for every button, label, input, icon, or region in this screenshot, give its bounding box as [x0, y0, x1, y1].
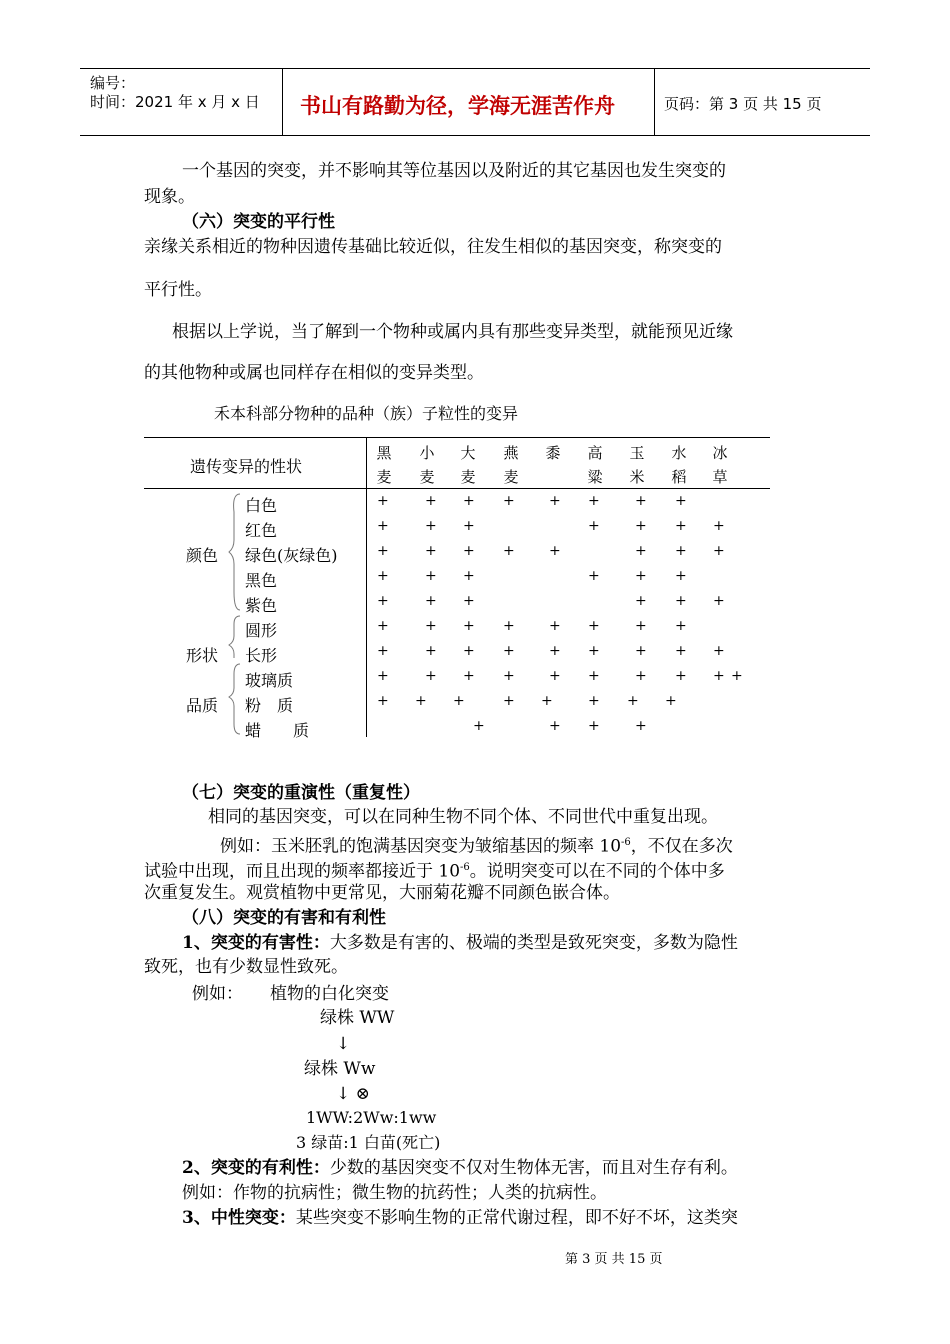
plus-mark: + — [549, 618, 561, 634]
table-row-label: 紫色 — [245, 596, 278, 615]
plus-mark: + — [635, 568, 647, 584]
species-header-char: 冰 — [712, 444, 728, 462]
species-header-char: 小 — [419, 444, 435, 462]
plus-mark: + — [425, 618, 437, 634]
group-label-color: 颜色 — [186, 546, 219, 565]
plus-mark: + — [588, 643, 600, 659]
plus-mark: + — [473, 718, 485, 734]
cross-line: 绿株 WW — [320, 1008, 395, 1028]
section-heading-7: （七）突变的重演性（重复性） — [182, 783, 420, 803]
group-brackets — [228, 492, 242, 737]
paragraph-line: 的其他物种或属也同样存在相似的变异类型。 — [144, 363, 484, 383]
cross-line: 1WW:2Ww:1ww — [306, 1108, 437, 1127]
plus-mark: + — [675, 493, 687, 509]
species-header-char: 黑 — [376, 444, 392, 462]
table-row-label: 蜡 质 — [245, 721, 310, 740]
plus-mark: + — [377, 668, 389, 684]
page-footer: 第 3 页 共 15 页 — [565, 1252, 663, 1267]
motto: 书山有路勤为径，学海无涯苦作舟 — [300, 94, 615, 118]
plus-mark: + — [675, 668, 687, 684]
plus-mark: + — [635, 643, 647, 659]
table-row-label: 白色 — [245, 496, 278, 515]
species-header-char: 黍 — [545, 444, 561, 462]
plus-mark: + — [463, 643, 475, 659]
plus-mark: + — [463, 493, 475, 509]
plus-mark: + — [665, 693, 677, 709]
species-header-char: 草 — [712, 468, 728, 486]
paragraph-line: 3、中性突变：某些突变不影响生物的正常代谢过程，即不好不坏，这类突 — [182, 1208, 738, 1228]
plus-mark: + — [463, 618, 475, 634]
plus-mark: + — [588, 493, 600, 509]
plus-mark: + — [453, 693, 465, 709]
plus-mark: + — [463, 518, 475, 534]
group-label-quality: 品质 — [186, 696, 219, 715]
plus-mark: + — [588, 518, 600, 534]
section-heading-6: （六）突变的平行性 — [182, 212, 335, 232]
plus-mark: + — [541, 693, 553, 709]
plus-mark: + — [425, 568, 437, 584]
plus-mark: + — [675, 593, 687, 609]
species-header-char: 麦 — [419, 468, 435, 486]
plus-mark: + — [635, 618, 647, 634]
plus-mark: + — [377, 493, 389, 509]
table-header-label: 遗传变异的性状 — [190, 457, 303, 476]
species-header-char: 麦 — [376, 468, 392, 486]
species-header-char: 水 — [671, 444, 687, 462]
plus-mark: + — [635, 668, 647, 684]
species-header-char: 燕 — [503, 444, 519, 462]
plus-mark: + — [675, 568, 687, 584]
paragraph-line: 根据以上学说，当了解到一个物种或属内具有那些变异类型，就能预见近缘 — [172, 322, 733, 342]
plus-mark: + — [377, 593, 389, 609]
table-row-label: 黑色 — [245, 571, 278, 590]
plus-mark: + — [549, 643, 561, 659]
plus-mark: + — [713, 643, 725, 659]
plus-mark: + — [675, 643, 687, 659]
paragraph-line: 现象。 — [144, 187, 195, 207]
plus-mark: + — [588, 568, 600, 584]
date-label: 时间：2021 年 x 月 x 日 — [90, 93, 260, 111]
plus-mark: + — [377, 518, 389, 534]
plus-mark: + — [675, 543, 687, 559]
plus-mark: + — [549, 543, 561, 559]
plus-mark: + — [713, 668, 725, 684]
table-row-label: 圆形 — [245, 621, 278, 640]
group-label-shape: 形状 — [186, 646, 219, 665]
plus-mark: + — [588, 718, 600, 734]
plus-mark: + — [635, 718, 647, 734]
plus-mark: + — [635, 593, 647, 609]
plus-mark: + — [503, 543, 515, 559]
plus-mark: + — [503, 618, 515, 634]
paragraph-line: 例如：作物的抗病性；微生物的抗药性；人类的抗病性。 — [182, 1183, 607, 1203]
paragraph-line: 亲缘关系相近的物种因遗传基础比较近似，往发生相似的基因突变，称突变的 — [144, 237, 722, 257]
species-header-char: 稻 — [671, 468, 687, 486]
paragraph-line: 1、突变的有害性：大多数是有害的、极端的类型是致死突变，多数为隐性 — [182, 933, 738, 953]
table-row-label: 红色 — [245, 521, 278, 540]
species-header-char: 玉 — [629, 444, 645, 462]
table-title: 禾本科部分物种的品种（族）子粒性的变异 — [214, 404, 519, 423]
plus-mark: + — [377, 693, 389, 709]
plus-mark: + — [425, 493, 437, 509]
paragraph-line: 相同的基因突变，可以在同种生物不同个体、不同世代中重复出现。 — [208, 807, 718, 827]
plus-mark: + — [463, 543, 475, 559]
plus-mark: + — [503, 668, 515, 684]
section-heading-8: （八）突变的有害和有利性 — [182, 908, 386, 928]
plus-mark: + — [731, 668, 743, 684]
plus-mark: + — [635, 543, 647, 559]
arrow-down-icon: ↓ — [336, 1034, 351, 1054]
species-header-char: 大 — [460, 444, 476, 462]
paragraph-line: 例如：玉米胚乳的饱满基因突变为皱缩基因的频率 $10^{-6}$，不仅在多次 — [220, 836, 733, 857]
plus-mark: + — [713, 593, 725, 609]
table-row-label: 玻璃质 — [245, 671, 294, 690]
plus-mark: + — [588, 693, 600, 709]
plus-mark: + — [425, 643, 437, 659]
paragraph-line: 一个基因的突变，并不影响其等位基因以及附近的其它基因也发生突变的 — [182, 161, 726, 181]
plus-mark: + — [675, 618, 687, 634]
plus-mark: + — [549, 493, 561, 509]
plus-mark: + — [503, 693, 515, 709]
plus-mark: + — [635, 493, 647, 509]
plus-mark: + — [713, 518, 725, 534]
plus-mark: + — [425, 668, 437, 684]
paragraph-line: 平行性。 — [144, 280, 212, 300]
species-header-char: 米 — [629, 468, 645, 486]
self-cross-icon: ↓ ⊗ — [336, 1084, 370, 1104]
plus-mark: + — [675, 518, 687, 534]
paragraph-line: 次重复发生。观赏植物中更常见，大丽菊花瓣不同颜色嵌合体。 — [144, 883, 620, 903]
plus-mark: + — [463, 593, 475, 609]
cross-line: 3 绿苗:1 白苗(死亡) — [296, 1133, 441, 1152]
plus-mark: + — [425, 593, 437, 609]
plus-mark: + — [503, 643, 515, 659]
table-row-label: 长形 — [245, 646, 278, 665]
plus-mark: + — [588, 668, 600, 684]
plus-mark: + — [425, 543, 437, 559]
plus-mark: + — [377, 543, 389, 559]
plus-mark: + — [415, 693, 427, 709]
table-row-label: 粉 质 — [245, 696, 294, 715]
cross-line: 绿株 Ww — [304, 1059, 376, 1079]
paragraph-line: 致死，也有少数显性致死。 — [144, 957, 348, 977]
plus-mark: + — [463, 568, 475, 584]
table-row-label: 绿色(灰绿色) — [245, 546, 338, 565]
plus-mark: + — [627, 693, 639, 709]
number-label: 编号： — [90, 74, 136, 92]
page-info: 页码：第 3 页 共 15 页 — [664, 95, 822, 113]
plus-mark: + — [549, 668, 561, 684]
plus-mark: + — [713, 543, 725, 559]
species-header-char: 麦 — [460, 468, 476, 486]
plus-mark: + — [549, 718, 561, 734]
plus-mark: + — [377, 618, 389, 634]
paragraph-line: 2、突变的有利性：少数的基因突变不仅对生物体无害，而且对生存有利。 — [182, 1158, 738, 1178]
plus-mark: + — [463, 668, 475, 684]
species-header-char: 粱 — [587, 468, 603, 486]
plus-mark: + — [588, 618, 600, 634]
plus-mark: + — [503, 493, 515, 509]
plus-mark: + — [425, 518, 437, 534]
plus-mark: + — [635, 518, 647, 534]
example-text: 植物的白化突变 — [270, 984, 389, 1004]
plus-mark: + — [377, 643, 389, 659]
species-header-char: 麦 — [503, 468, 519, 486]
paragraph-line: 试验中出现，而且出现的频率都接近于 $10^{-6}$。说明突变可以在不同的个体中多 — [144, 861, 725, 882]
species-header-char: 高 — [587, 444, 603, 462]
plus-mark: + — [377, 568, 389, 584]
example-label: 例如： — [192, 984, 243, 1004]
